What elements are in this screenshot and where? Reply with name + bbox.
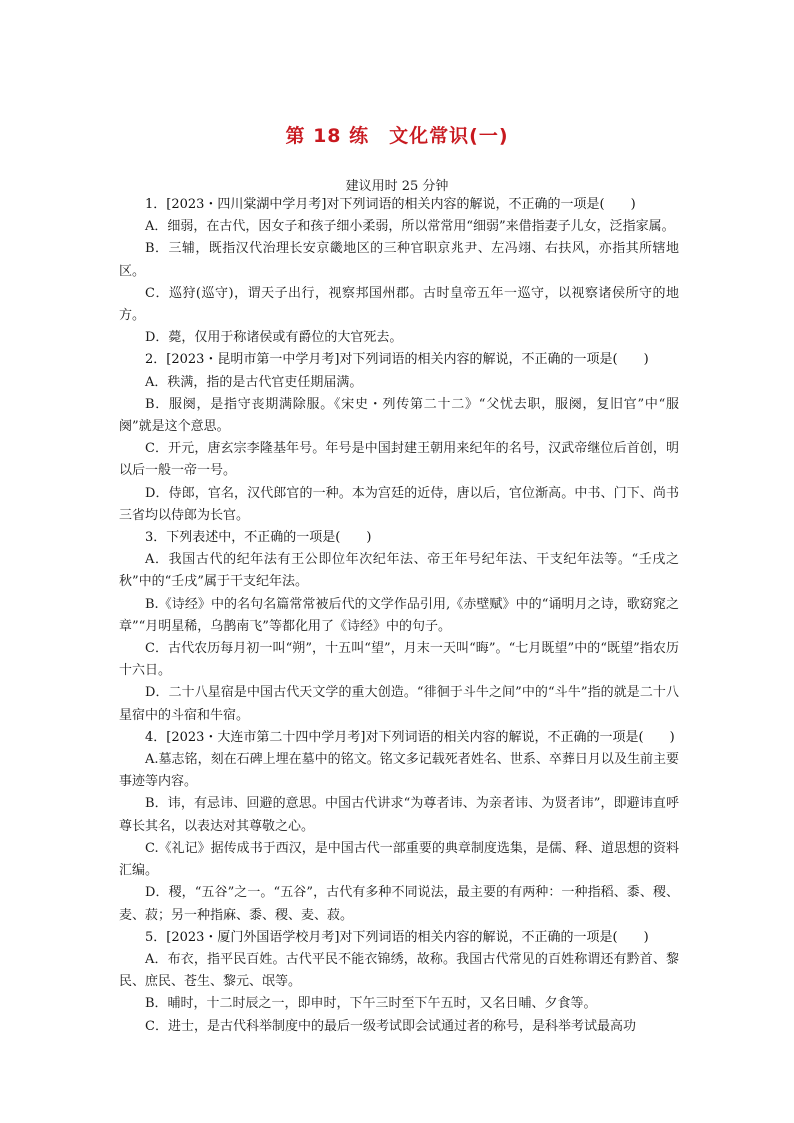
question-4-stem: 4．[2023・大连市第二十四中学月考]对下列词语的相关内容的解说，不正确的一项是( ) <box>145 729 675 745</box>
question-3-option-a: A．我国古代的纪年法有王公即位年次纪年法、帝王年号纪年法、干支纪年法等。“壬戌之秋”中的“壬戌”属于干支纪年法。 <box>119 552 679 590</box>
question-1-option-a: A．细弱，在古代，因女子和孩子细小柔弱，所以常常用“细弱”来借指妻子儿女，泛指家属。 <box>145 219 675 235</box>
question-2-option-d: D．侍郎，官名，汉代郎官的一种。本为宫廷的近侍，唐以后，官位渐高。中书、门下、尚书三省均以侍郎为长官。 <box>119 485 679 523</box>
question-4-option-c: C.《礼记》据传成书于西汉，是中国古代一部重要的典章制度选集，是儒、释、道思想的资料汇编。 <box>119 840 679 879</box>
question-5-stem: 5．[2023・厦门外国语学校月考]对下列词语的相关内容的解说，不正确的一项是( ) <box>145 929 649 945</box>
question-1-option-c: C．巡狩(巡守)，谓天子出行，视察邦国州郡。古时皇帝五年一巡守，以视察诸侯所守的地方。 <box>119 285 679 324</box>
page-title: 第 18 练 文化常识(一) <box>285 125 509 147</box>
question-3-option-b: B.《诗经》中的名句名篇常常被后代的文学作品引用,《赤壁赋》中的“诵明月之诗，歌窈窕之章”“月明星稀，乌鹊南飞”等都化用了《诗经》中的句子。 <box>119 596 679 634</box>
question-3-option-c: C．古代农历每月初一叫“朔”，十五叫“望”，月末一天叫“晦”。“七月既望”中的“既望”指农历十六日。 <box>119 641 679 679</box>
question-list <box>119 194 679 1038</box>
question-1-option-b: B．三辅，既指汉代治理长安京畿地区的三种官职京兆尹、左冯翊、右扶风，亦指其所辖地区。 <box>119 241 679 279</box>
question-2-stem: 2．[2023・昆明市第一中学月考]对下列词语的相关内容的解说，不正确的一项是( ) <box>145 352 649 368</box>
question-5-option-a: A．布衣，指平民百姓。古代平民不能衣锦绣，故称。我国古代常见的百姓称谓还有黔首、黎民、庶民、苍生、黎元、氓等。 <box>119 951 679 990</box>
question-3-option-d: D．二十八星宿是中国古代天文学的重大创造。“徘徊于斗牛之间”中的“斗牛”指的就是二十八星宿中的斗宿和牛宿。 <box>119 685 679 723</box>
question-4-option-b: B．讳，有忌讳、回避的意思。中国古代讲求“为尊者讳、为亲者讳、为贤者讳”，即避讳直呼尊长其名，以表达对其尊敬之心。 <box>119 796 679 834</box>
question-5-option-c: C．进士，是古代科举制度中的最后一级考试即会试通过者的称号，是科举考试最高功 <box>145 1018 636 1034</box>
suggested-time: 建议用时 25 分钟 <box>345 179 449 194</box>
question-1-option-d: D．薨，仅用于称诸侯或有爵位的大官死去。 <box>145 330 403 346</box>
question-2-option-b: B．服阕，是指守丧期满除服。《宋史・列传第二十二》“父忧去职，服阕，复旧官”中“服阕”就是这个意思。 <box>119 396 679 435</box>
question-2-option-c: C．开元，唐玄宗李隆基年号。年号是中国封建王朝用来纪年的名号，汉武帝继位后首创，明以后一般一帝一号。 <box>119 441 679 479</box>
question-4-option-a: A.墓志铭，刻在石碑上埋在墓中的铭文。铭文多记载死者姓名、世系、卒葬日月以及生前主要事迹等内容。 <box>119 752 679 790</box>
question-1-stem: 1．[2023・四川棠湖中学月考]对下列词语的相关内容的解说，不正确的一项是( ) <box>145 197 636 212</box>
question-5-option-b: B．晡时，十二时辰之一，即申时，下午三时至下午五时，又名日晡、夕食等。 <box>145 996 597 1012</box>
question-4-option-d: D．稷，“五谷”之一。“五谷”，古代有多种不同说法，最主要的有两种：一种指稻、黍、稷、麦、菽；另一种指麻、黍、稷、麦、菽。 <box>119 885 679 923</box>
question-2-option-a: A．秩满，指的是古代官吏任期届满。 <box>145 374 363 390</box>
question-3-stem: 3．下列表述中，不正确的一项是( ) <box>145 530 372 546</box>
